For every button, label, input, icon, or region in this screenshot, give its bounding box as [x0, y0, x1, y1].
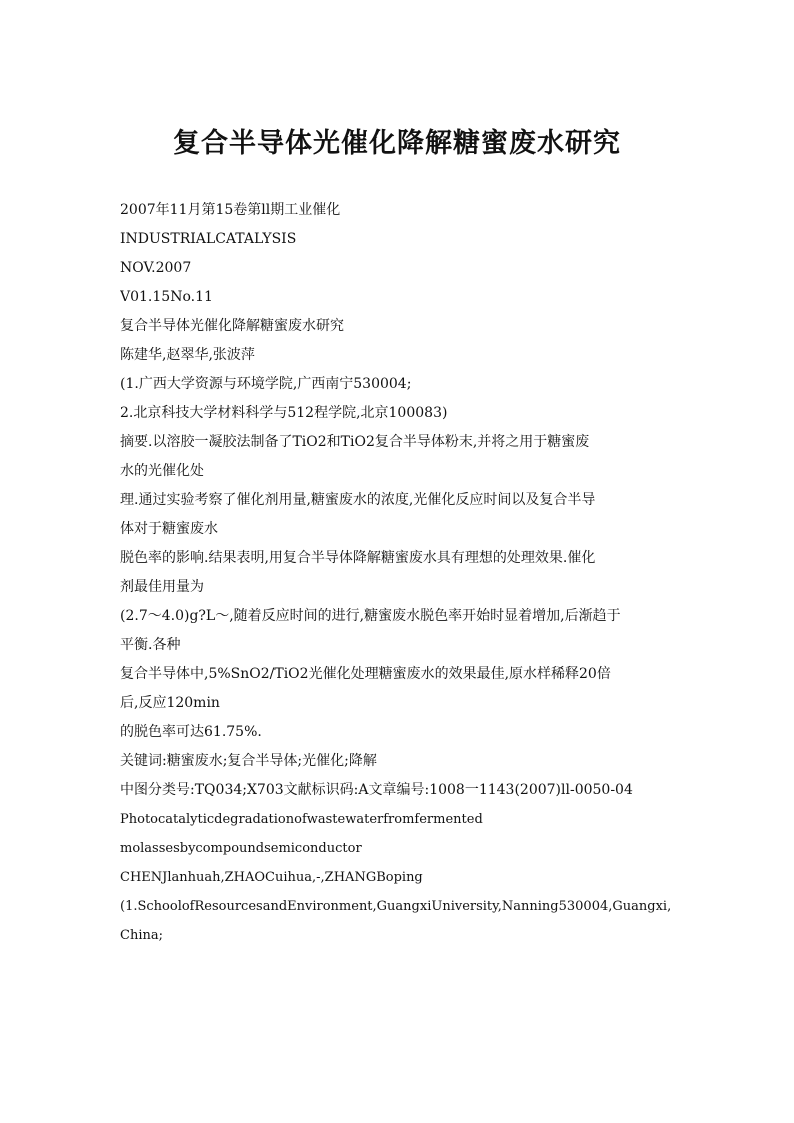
abstract-line: 平衡.各种 [120, 637, 181, 653]
abstract-line: 水的光催化处 [120, 463, 204, 479]
affiliation-2: 2.北京科技大学材料科学与512程学院,北京100083) [120, 405, 448, 421]
english-affiliation-line: (1.SchoolofResourcesandEnvironment,GuangxiUniversity,Nanning530004,Guangxi, [120, 899, 672, 914]
abstract-line: 的脱色率可达61.75%. [120, 724, 262, 740]
classification-line: 中图分类号:TQ034;X703文献标识码:A文章编号:1008一1143(2007)ll-0050-04 [120, 782, 633, 798]
abstract-line: 复合半导体中,5%SnO2/TiO2光催化处理糖蜜废水的效果最佳,原水样稀释20倍 [120, 666, 611, 682]
abstract-line: 摘要.以溶胶一凝胶法制备了TiO2和TiO2复合半导体粉末,并将之用于糖蜜废 [120, 434, 590, 450]
abstract-line: 体对于糖蜜废水 [120, 521, 218, 537]
english-title-line: molassesbycompoundsemiconductor [120, 841, 362, 856]
abstract-line: (2.7～4.0)g?L～,随着反应时间的进行,糖蜜废水脱色率开始时显着增加,后渐趋于 [120, 608, 621, 624]
document-body [120, 196, 682, 950]
abstract-line: 理.通过实验考察了催化剂用量,糖蜜废水的浓度,光催化反应时间以及复合半导 [120, 492, 596, 508]
english-affiliation-line: China; [120, 928, 163, 943]
article-title: 复合半导体光催化降解糖蜜废水研究 [120, 318, 344, 334]
journal-english-name: INDUSTRIALCATALYSIS [120, 231, 297, 247]
document-title: 复合半导体光催化降解糖蜜废水研究 [173, 128, 621, 159]
journal-volume: V01.15No.11 [120, 289, 213, 305]
article-authors: 陈建华,赵翠华,张波萍 [120, 347, 255, 363]
abstract-line: 脱色率的影响.结果表明,用复合半导体降解糖蜜废水具有理想的处理效果.催化 [120, 550, 596, 566]
abstract-line: 剂最佳用量为 [120, 579, 204, 595]
keywords-line: 关键词:糖蜜废水;复合半导体;光催化;降解 [120, 753, 377, 769]
journal-issue-line: 2007年11月第15卷第ll期工业催化 [120, 202, 341, 218]
journal-date: NOV.2007 [120, 260, 192, 276]
english-title-line: Photocatalyticdegradationofwastewaterfromfermented [120, 812, 483, 827]
english-authors-line: CHENJlanhuah,ZHAOCuihua,-,ZHANGBoping [120, 870, 423, 885]
abstract-line: 后,反应120min [120, 695, 220, 711]
affiliation-1: (1.广西大学资源与环境学院,广西南宁530004; [120, 376, 412, 392]
